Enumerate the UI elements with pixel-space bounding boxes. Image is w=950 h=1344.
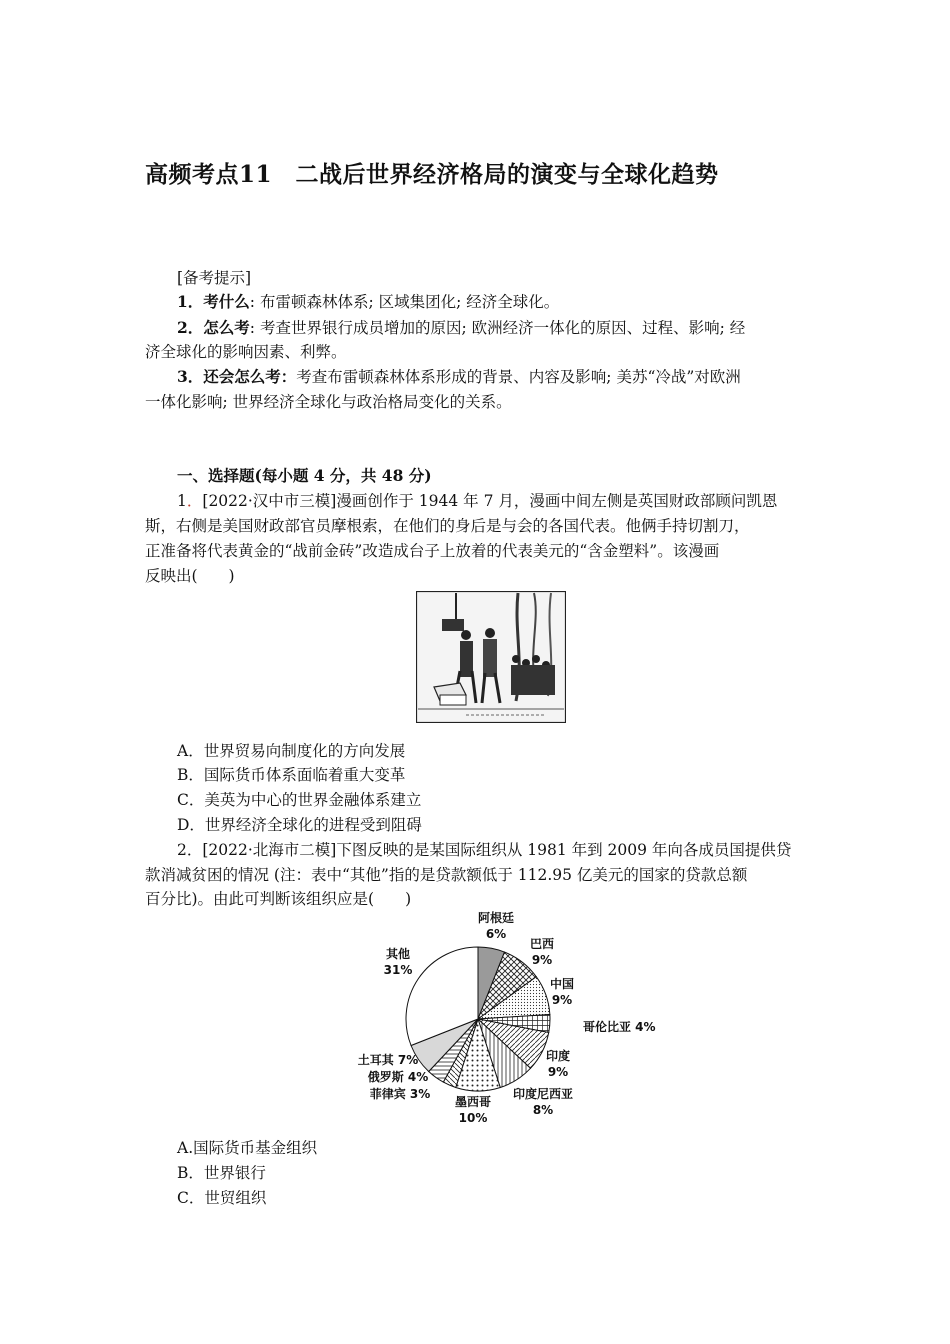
tip-1-text: : 布雷顿森林体系; 区域集团化; 经济全球化。 (249, 293, 560, 311)
section-heading: 一、选择题(每小题 4 分，共 48 分) (177, 466, 432, 485)
q2-line-2: 款消减贫困的情况 (注：表中“其他”指的是贷款额低于 112.95 亿美元的国家的贷款总额 (145, 866, 748, 884)
pie-label-9: 俄罗斯 4% (367, 1070, 429, 1084)
pie-value-1: 6% (485, 927, 507, 941)
q1-line-4: 反映出( ) (145, 567, 235, 585)
pie-label-6: 印度尼西亚 (512, 1087, 574, 1101)
tip-3-text-b: 一体化影响; 世界经济全球化与政治格局变化的关系。 (145, 393, 512, 411)
q1-option-d: D．世界经济全球化的进程受到阻碍 (177, 816, 422, 834)
tip-item-3 (177, 365, 839, 389)
q2-line-1: 2．[2022·北海市二模]下图反映的是某国际组织从 1981 年到 2009 年向各成员国提供贷 (177, 841, 792, 859)
pie-label-10: 土耳其 7% (357, 1053, 419, 1067)
tips-header: [备考提示] (177, 269, 252, 287)
q1-line-3: 正准备将代表黄金的“战前金砖”改造成台子上放着的代表美元的“含金塑料”。该漫画 (145, 542, 720, 560)
q1-line-1 (177, 489, 839, 513)
pie-label-4: 哥伦比亚 4% (583, 1020, 656, 1034)
tip-item-2 (177, 316, 839, 340)
tip-3-label: 3．还会怎么考： (177, 367, 297, 386)
tip-item-1 (177, 290, 839, 314)
q2-line-3: 百分比)。由此可判断该组织应是( ) (145, 890, 412, 908)
pie-label-3: 中国 (549, 977, 575, 991)
q2-option-a: A.国际货币基金组织 (177, 1139, 318, 1157)
pie-value-11: 31% (383, 963, 413, 977)
q2-option-c: C．世贸组织 (177, 1189, 267, 1207)
cartoon-image (416, 591, 566, 723)
pie-label-11: 其他 (385, 947, 411, 961)
pie-value-6: 8% (532, 1103, 554, 1117)
q1-dot: ． (186, 492, 203, 510)
q1-option-a: A．世界贸易向制度化的方向发展 (177, 742, 406, 760)
q2-option-b: B．世界银行 (177, 1164, 266, 1182)
pie-label-2: 巴西 (529, 937, 555, 951)
pie-label-8: 菲律宾 3% (369, 1087, 431, 1101)
pie-label-1: 阿根廷 (477, 911, 515, 925)
pie-chart (340, 908, 660, 1130)
q1-option-c: C．美英为中心的世界金融体系建立 (177, 791, 422, 809)
pie-label-7: 墨西哥 (454, 1095, 492, 1109)
pie-value-7: 10% (458, 1111, 488, 1125)
pie-value-5: 9% (547, 1065, 569, 1079)
tip-1-label: 1．考什么 (177, 292, 250, 311)
pie-label-5: 印度 (545, 1049, 571, 1063)
tip-2-text-b: 济全球化的影响因素、利弊。 (145, 343, 347, 361)
tip-2-label: 2．怎么考 (177, 318, 250, 337)
q1-text-1: [2022·汉中市三模]漫画创作于 1944 年 7 月，漫画中间左侧是英国财政部顾问凯恩 (202, 492, 778, 510)
pie-value-3: 9% (551, 993, 573, 1007)
pie-value-2: 9% (531, 953, 553, 967)
q1-option-b: B．国际货币体系面临着重大变革 (177, 766, 406, 784)
q1-number: 1 (177, 492, 187, 510)
q1-line-2: 斯，右侧是美国财政部官员摩根索，在他们的身后是与会的各国代表。他俩手持切割刀， (145, 517, 750, 535)
tip-3-text-a: 考查布雷顿森林体系形成的背景、内容及影响; 美苏“冷战”对欧洲 (296, 368, 741, 386)
page-title: 高频考点11 二战后世界经济格局的演变与全球化趋势 (145, 161, 719, 188)
tip-2-text-a: : 考查世界银行成员增加的原因; 欧洲经济一体化的原因、过程、影响; 经 (249, 319, 746, 337)
